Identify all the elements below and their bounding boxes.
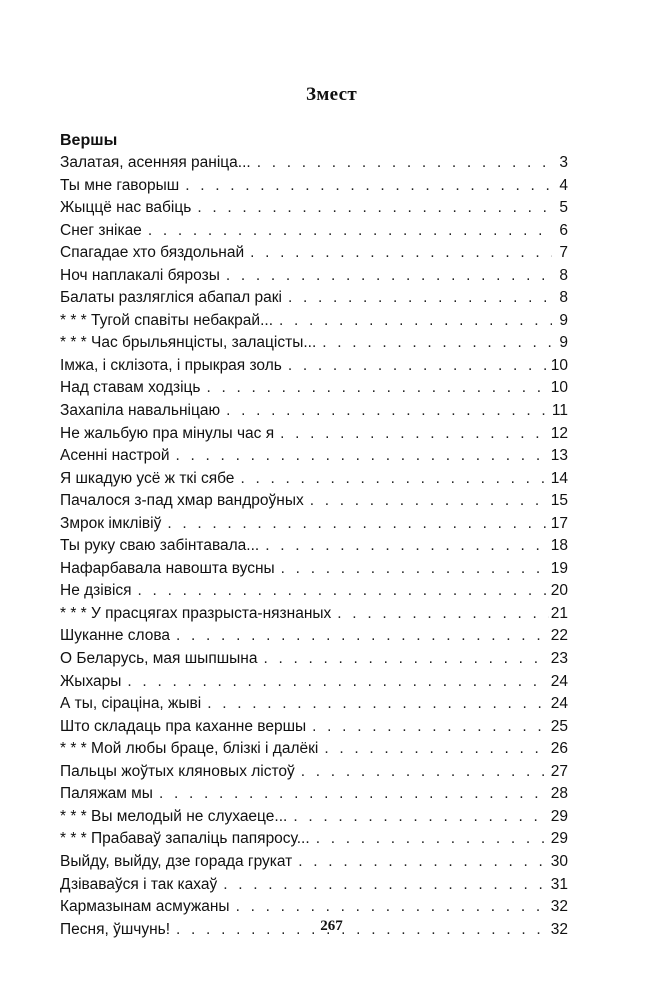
toc-entry-title: Залатая, асенняя раніца... (60, 154, 251, 171)
toc-entry-title: Пачалося з-пад хмар вандроўных (60, 492, 304, 510)
toc-entry-page: 22 (550, 627, 568, 645)
toc-entry (60, 513, 568, 536)
toc-entry-page: 28 (550, 785, 568, 803)
toc-entry-page: 30 (550, 852, 568, 870)
dot-leader (167, 513, 548, 536)
toc-entry-title: Дзіваваўся і так кахаў (60, 875, 218, 893)
dot-leader (226, 265, 552, 288)
toc-entry-page: 9 (559, 334, 568, 352)
dot-leader (263, 648, 548, 671)
toc-entry-page: 27 (550, 762, 568, 780)
toc-entry-title: О Беларусь, мая шыпшына (60, 650, 258, 668)
dot-leader (293, 806, 548, 829)
toc-entry-title: * * * Час брыльянцісты, залацісты... (60, 334, 317, 352)
page-number: 267 (320, 918, 343, 934)
toc-entry-title: Выйду, выйду, дзе горада грукат (60, 852, 293, 870)
dot-leader (159, 783, 549, 806)
toc-entry-page: 17 (550, 514, 568, 532)
dot-leader (207, 693, 549, 716)
toc-entry (60, 242, 568, 265)
dot-leader (223, 874, 549, 897)
toc-entry-page: 29 (550, 807, 568, 825)
toc-entry-title: Ты руку сваю забінтавала... (60, 537, 260, 555)
toc-entry-title: Асенні настрой (60, 447, 170, 465)
toc-entry (60, 783, 568, 806)
toc-entry (60, 377, 568, 400)
toc-entry-page: 10 (550, 356, 568, 374)
toc-entry-title: Імжа, і склізота, і прыкрая золь (60, 356, 282, 374)
toc-entry-page: 13 (550, 447, 568, 465)
toc-entry-title: * * * Вы мелодый не слухаеце... (60, 807, 288, 825)
toc-entry-title: Снег знікае (60, 221, 142, 239)
toc-entry-page: 8 (559, 266, 568, 284)
toc-entry-title: Паляжам мы (60, 785, 153, 803)
dot-leader (280, 423, 549, 446)
toc-entry-title: Кармазынам асмужаны (60, 898, 230, 916)
toc-entry (60, 693, 568, 716)
toc-entry (60, 152, 568, 175)
toc-entry-page: 6 (559, 221, 568, 239)
table-of-contents (60, 152, 568, 941)
toc-entry (60, 738, 568, 761)
toc-entry-page: 20 (550, 582, 568, 600)
dot-leader (197, 197, 552, 220)
toc-entry (60, 874, 568, 897)
toc-entry-page: 7 (559, 244, 568, 262)
toc-entry-page: 11 (551, 402, 568, 420)
toc-entry-title: Жыхары (60, 672, 122, 690)
toc-entry (60, 287, 568, 310)
dot-leader (298, 851, 548, 874)
toc-entry-title: Балаты разляглiся абапал рaкi (60, 289, 282, 307)
toc-entry-title: * * * Прабаваў запаліць папяросу... (60, 830, 310, 848)
toc-entry-title: Не дзівіся (60, 582, 132, 600)
toc-entry-page: 9 (559, 311, 568, 329)
toc-entry (60, 828, 568, 851)
toc-entry-page: 15 (550, 492, 568, 510)
toc-entry (60, 175, 568, 198)
toc-entry-title: Пальцы жоўтых кляновых лістоў (60, 762, 295, 780)
dot-leader (185, 175, 552, 198)
toc-entry-page: 25 (550, 717, 568, 735)
page-title: Змест (306, 84, 357, 105)
toc-entry-title: Не жальбую пра мінулы час я (60, 424, 275, 442)
toc-entry-title: Я шкадую усё ж ткі сябе (60, 469, 235, 487)
toc-entry-title: * * * Тугой спавіты небакрай... (60, 311, 273, 329)
toc-entry (60, 716, 568, 739)
section-heading: Вершы (60, 132, 118, 149)
dot-leader (301, 761, 549, 784)
toc-entry (60, 220, 568, 243)
toc-entry (60, 580, 568, 603)
dot-leader (250, 242, 552, 265)
toc-entry-page: 21 (550, 604, 568, 622)
toc-entry (60, 603, 568, 626)
toc-entry (60, 310, 568, 333)
dot-leader (257, 152, 552, 175)
toc-entry (60, 671, 568, 694)
toc-entry-page: 4 (559, 176, 568, 194)
dot-leader (324, 738, 548, 761)
dot-leader (312, 716, 549, 739)
toc-entry (60, 445, 568, 468)
toc-entry-page: 5 (559, 199, 568, 217)
dot-leader (236, 896, 549, 919)
toc-entry-page: 24 (550, 695, 568, 713)
toc-entry (60, 535, 568, 558)
dot-leader (337, 603, 548, 626)
dot-leader (310, 490, 549, 513)
toc-entry-title: Спагадае хто бяздольнай (60, 244, 245, 262)
toc-entry (60, 265, 568, 288)
toc-entry-page: 18 (550, 537, 568, 555)
dot-leader (288, 355, 549, 378)
dot-leader (265, 535, 549, 558)
toc-entry-page: 31 (550, 875, 568, 893)
toc-entry-page: 24 (550, 672, 568, 690)
toc-entry (60, 625, 568, 648)
toc-entry (60, 423, 568, 446)
toc-entry-title: Нафарбавала навошта вусны (60, 559, 275, 577)
toc-entry (60, 851, 568, 874)
dot-leader (138, 580, 549, 603)
dot-leader (279, 310, 552, 333)
toc-entry-page: 14 (550, 469, 568, 487)
toc-entry-page: 32 (550, 898, 568, 916)
toc-entry-title: Захапіла навальніцаю (60, 402, 221, 420)
dot-leader (240, 468, 548, 491)
toc-entry-title: Жыццё нас вабіць (60, 199, 192, 217)
dot-leader (288, 287, 552, 310)
toc-entry-title: Над ставам ходзіць (60, 379, 201, 397)
toc-entry-title: А ты, сіраціна, жыві (60, 695, 202, 713)
toc-entry-title: * * * У прасцягах празрыста-нязнаных (60, 604, 332, 622)
toc-entry-page: 29 (550, 830, 568, 848)
toc-entry-page: 23 (550, 650, 568, 668)
dot-leader (176, 625, 549, 648)
toc-entry-title: Што складаць пра каханне вершы (60, 717, 307, 735)
toc-entry-page: 10 (550, 379, 568, 397)
toc-entry (60, 355, 568, 378)
toc-entry (60, 197, 568, 220)
toc-entry-title: Ты мне гаворыш (60, 176, 180, 194)
toc-entry (60, 490, 568, 513)
dot-leader (176, 445, 549, 468)
toc-entry (60, 332, 568, 355)
toc-entry-page: 32 (550, 920, 568, 938)
toc-entry-page: 3 (559, 154, 568, 171)
dot-leader (226, 400, 550, 423)
toc-entry-page: 26 (550, 740, 568, 758)
dot-leader (322, 332, 552, 355)
toc-entry (60, 761, 568, 784)
dot-leader (207, 377, 549, 400)
dot-leader (127, 671, 548, 694)
toc-entry (60, 468, 568, 491)
dot-leader (316, 828, 549, 851)
toc-entry-page: 12 (550, 424, 568, 442)
toc-entry-title: Змрок імклівіў (60, 514, 162, 532)
toc-entry-title: * * * Мой любы браце, блізкі і далёкі (60, 740, 319, 758)
toc-entry-page: 19 (550, 559, 568, 577)
toc-entry (60, 648, 568, 671)
dot-leader (148, 220, 552, 243)
toc-entry (60, 558, 568, 581)
toc-entry-page: 8 (559, 289, 568, 307)
toc-entry (60, 806, 568, 829)
toc-entry-title: Песня, ўшчунь! (60, 920, 171, 938)
dot-leader (281, 558, 549, 581)
toc-entry (60, 896, 568, 919)
toc-entry-title: Шуканне слова (60, 627, 171, 645)
toc-entry (60, 400, 568, 423)
toc-entry-title: Ноч наплакалі бярозы (60, 266, 220, 284)
